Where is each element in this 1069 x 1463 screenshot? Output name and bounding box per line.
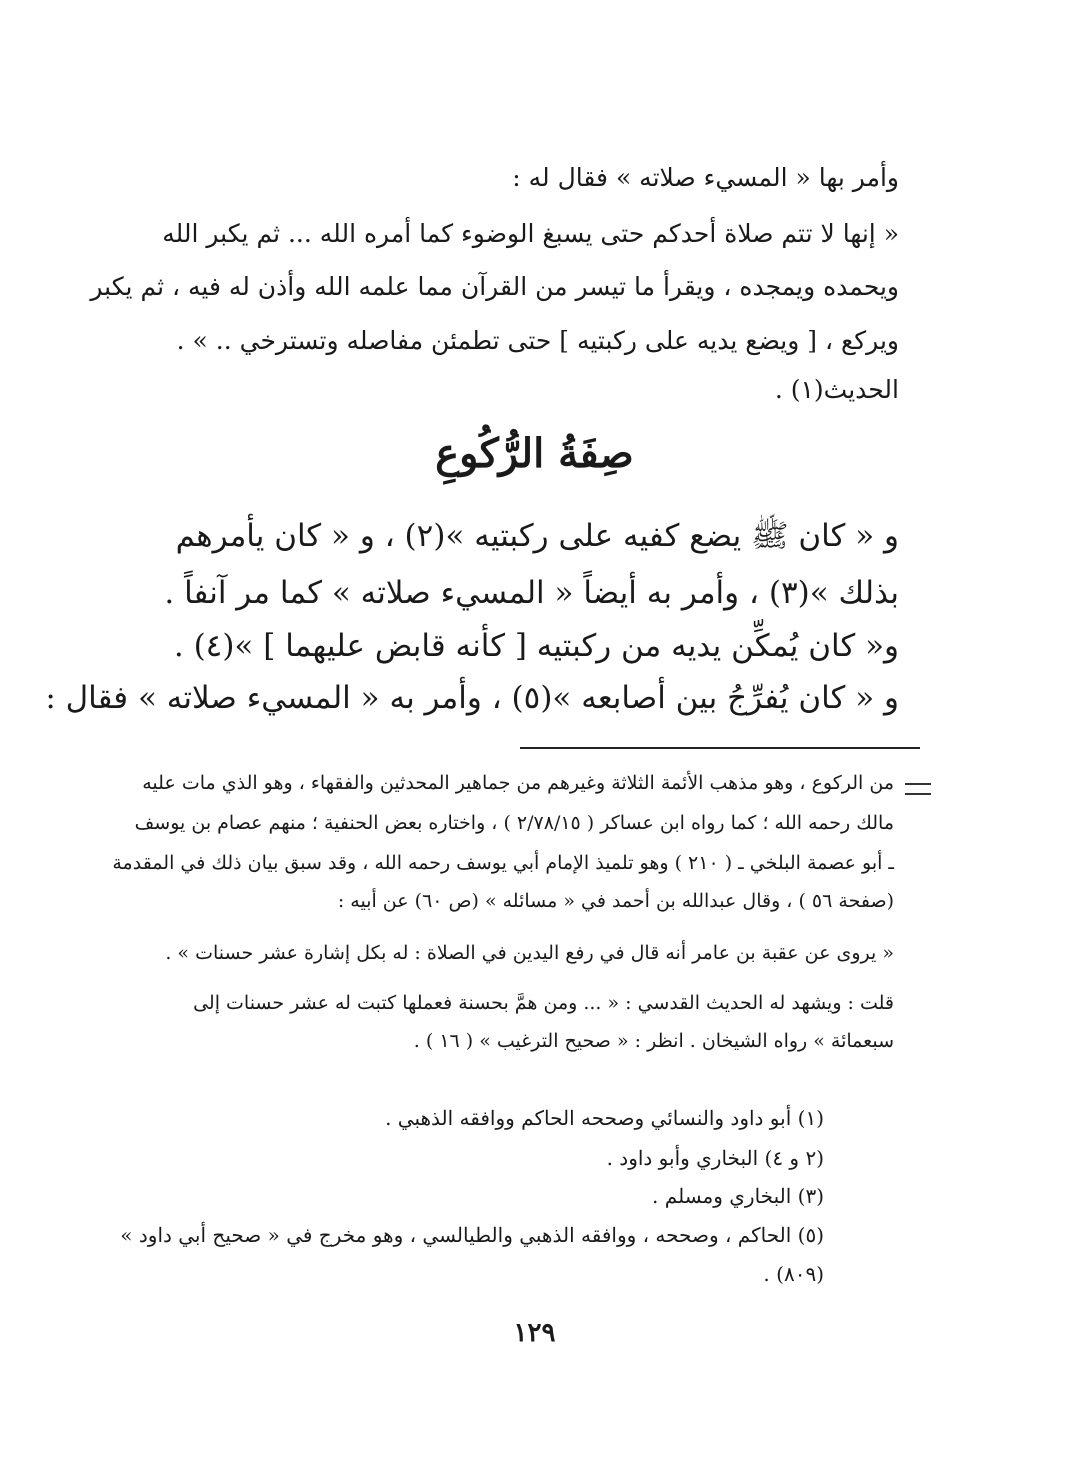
top-paragraph-line-1: وأمر بها « المسيء صلاته » فقال له : <box>512 163 899 192</box>
footnote-line-2: مالك رحمه الله ؛ كما رواه ابن عساكر ( ٢/٧٨/١٥ ) ، واختاره بعض الحنفية ؛ منهم عصام بن يوسف <box>134 812 894 834</box>
footnote-separator <box>520 747 920 749</box>
body-line-3: و« كان يُمكِّن يديه من ركبتيه [ كأنه قابض عليهما ] »(٤) . <box>173 628 899 664</box>
page-number: ١٢٩ <box>513 1318 556 1348</box>
body-line-2: بذلك »(٣) ، وأمر به أيضاً « المسيء صلاته » كما مر آنفاً . <box>164 575 899 611</box>
footnote-line-1: من الركوع ، وهو مذهب الأئمة الثلاثة وغيرهم من جماهير المحدثين والفقهاء ، وهو الذي مات عليه <box>142 772 894 794</box>
body-line-1: و « كان ﷺ يضع كفيه على ركبتيه »(٢) ، و « كان يأمرهم <box>175 518 899 554</box>
note-5: (٥) الحاكم ، وصححه ، ووافقه الذهبي والطيالسي ، وهو مخرج في « صحيح أبي داود » <box>120 1223 824 1247</box>
footnote-line-3: ـ أبو عصمة البلخي ـ ( ٢١٠ ) وهو تلميذ الإمام أبي يوسف رحمه الله ، وقد سبق بيان ذلك في المقدمة <box>112 852 894 874</box>
continuation-mark-icon <box>905 783 931 795</box>
note-3: (٣) البخاري ومسلم . <box>652 1184 824 1208</box>
top-paragraph-line-3: ويحمده ويمجده ، ويقرأ ما تيسر من القرآن مما علمه الله وأذن له فيه ، ثم يكبر <box>90 272 899 301</box>
top-paragraph-line-4: ويركع ، [ ويضع يديه على ركبتيه ] حتى تطمئن مفاصله وتسترخي .. » . <box>176 326 899 355</box>
section-heading: صِفَةُ الرُّكُوعِ <box>435 430 634 477</box>
footnote-line-7: سبعمائة » رواه الشيخان . انظر : « صحيح الترغيب » ( ١٦ ) . <box>413 1030 894 1052</box>
footnote-line-6: قلت : ويشهد له الحديث القدسي : « ... ومن همَّ بحسنة فعملها كتبت له عشر حسنات إلى <box>193 992 894 1014</box>
top-paragraph-line-5: الحديث(١) . <box>774 375 899 404</box>
body-line-4: و « كان يُفرِّجُ بين أصابعه »(٥) ، وأمر به « المسيء صلاته » فقال : <box>45 680 899 716</box>
note-5-continued: (٨٠٩) . <box>763 1262 824 1286</box>
note-2-4: (٢ و ٤) البخاري وأبو داود . <box>606 1146 824 1170</box>
note-1: (١) أبو داود والنسائي وصححه الحاكم ووافقه الذهبي . <box>385 1106 824 1130</box>
top-paragraph-line-2: « إنها لا تتم صلاة أحدكم حتى يسبغ الوضوء كما أمره الله ... ثم يكبر الله <box>162 219 899 248</box>
footnote-line-5: « يروى عن عقبة بن عامر أنه قال في رفع اليدين في الصلاة : له بكل إشارة عشر حسنات » . <box>165 942 894 964</box>
footnote-line-4: (صفحة ٥٦ ) ، وقال عبدالله بن أحمد في « مسائله » (ص ٦٠) عن أبيه : <box>337 890 894 912</box>
